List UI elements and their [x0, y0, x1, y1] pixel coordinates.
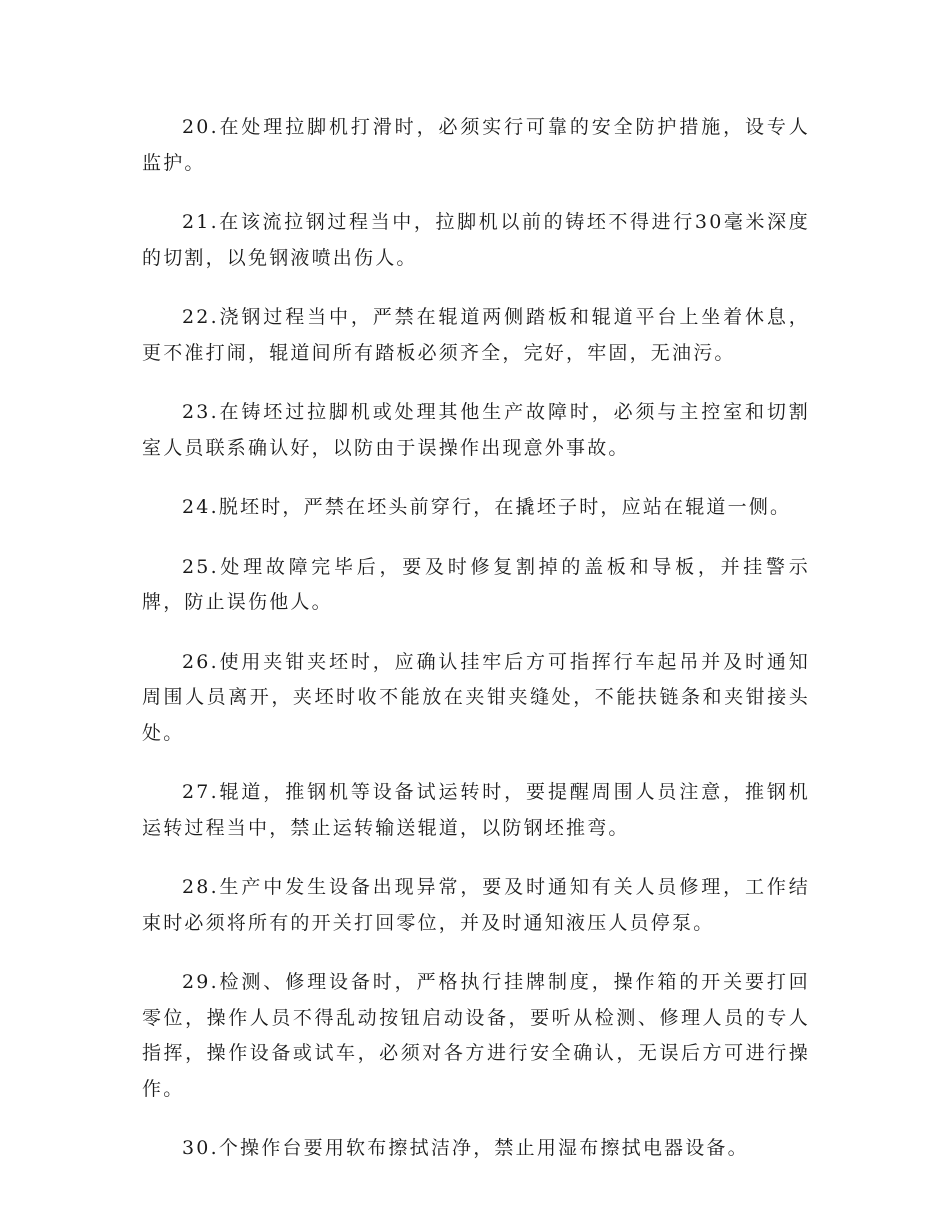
paragraph-24: 24.脱坯时，严禁在坯头前穿行，在撬坯子时，应站在辊道一侧。: [182, 496, 792, 518]
paragraph-22: 22.浇钢过程当中，严禁在辊道两侧踏板和辊道平台上坐着休息，更不准打闹，辊道间所有踏板必须齐全，完好，牢固，无油污。: [142, 306, 810, 364]
paragraph-27: 27.辊道，推钢机等设备试运转时，要提醒周围人员注意，推钢机运转过程当中，禁止运转输送辊道，以防钢坯推弯。: [142, 781, 810, 839]
paragraph-23: 23.在铸坯过拉脚机或处理其他生产故障时，必须与主控室和切割室人员联系确认好，以防由于误操作出现意外事故。: [142, 401, 810, 459]
paragraph-21: 21.在该流拉钢过程当中，拉脚机以前的铸坯不得进行30毫米深度的切割，以免钢液喷出伤人。: [142, 211, 810, 269]
paragraph-26: 26.使用夹钳夹坯时，应确认挂牢后方可指挥行车起吊并及时通知周围人员离开，夹坯时收不能放在夹钳夹缝处，不能扶链条和夹钳接头处。: [142, 650, 810, 744]
document-page: [142, 110, 810, 1191]
paragraph-20: 20.在处理拉脚机打滑时，必须实行可靠的安全防护措施，设专人监护。: [142, 116, 810, 174]
paragraph-30: 30.个操作台要用软布擦拭洁净，禁止用湿布擦拭电器设备。: [182, 1137, 749, 1159]
paragraph-28: 28.生产中发生设备出现异常，要及时通知有关人员修理，工作结束时必须将所有的开关打回零位，并及时通知液压人员停泵。: [142, 876, 810, 934]
paragraph-29: 29.检测、修理设备时，严格执行挂牌制度，操作箱的开关要打回零位，操作人员不得乱动按钮启动设备，要听从检测、修理人员的专人指挥，操作设备或试车，必须对各方进行安全确认，无误后方可进行操作。: [142, 971, 810, 1100]
paragraph-25: 25.处理故障完毕后，要及时修复割掉的盖板和导板，并挂警示牌，防止误伤他人。: [142, 555, 810, 613]
